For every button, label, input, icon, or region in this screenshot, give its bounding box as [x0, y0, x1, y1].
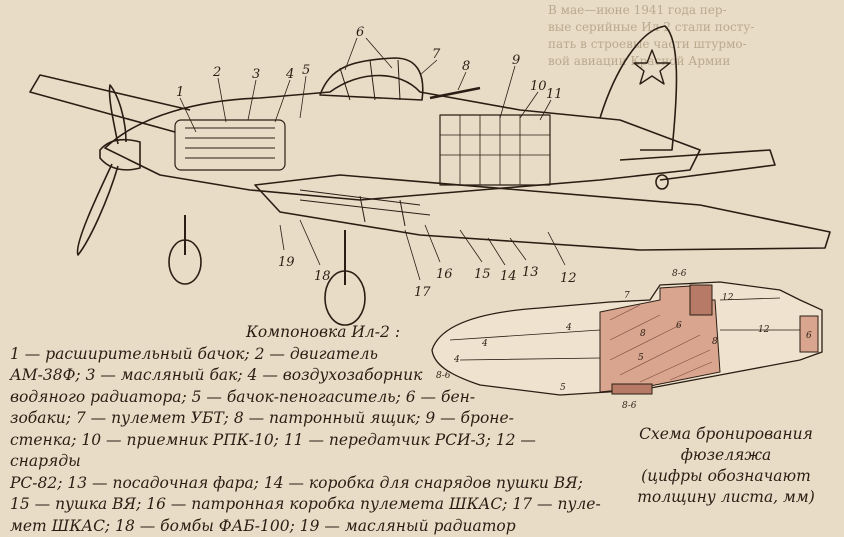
- callout-leader-lines: [180, 38, 565, 280]
- background-text-line: В мае—июне 1941 года пер-: [548, 2, 754, 19]
- callout-17: 17: [414, 285, 431, 300]
- near-wing: [255, 175, 830, 250]
- ubt-machine-gun: [430, 88, 480, 98]
- scheme-armor-block: [690, 285, 712, 315]
- scheme-label: 7: [624, 291, 630, 301]
- caption-title: Компоновка Ил-2 :: [10, 322, 606, 344]
- vertical-tail: [600, 26, 676, 150]
- callout-4: 4: [285, 67, 294, 82]
- background-text-line: вые серийные Ил-2 стали посту-: [548, 19, 754, 36]
- callout-6: 6: [356, 25, 364, 40]
- callout-1: 1: [176, 85, 184, 100]
- caption-line: 1 — расширительный бачок; 2 — двигатель: [10, 344, 606, 366]
- scheme-caption: [612, 424, 840, 508]
- callout-8: 8: [462, 59, 470, 74]
- scheme-label: 8-6: [622, 401, 637, 411]
- callout-3: 3: [252, 67, 260, 82]
- scheme-label: 8-6: [436, 371, 451, 381]
- scheme-label: 12: [722, 293, 734, 303]
- scheme-label: 6: [806, 331, 812, 341]
- callout-14: 14: [500, 269, 517, 284]
- callout-12: 12: [560, 271, 577, 286]
- caption-line: стенка; 10 — приемник РПК-10; 11 — передатчик РСИ-3; 12 — снаряды: [10, 430, 606, 473]
- caption-line: 15 — пушка ВЯ; 16 — патронная коробка пулемета ШКАС; 17 — пуле-: [10, 494, 606, 516]
- scheme-label: 8: [712, 337, 718, 347]
- scheme-caption-line: толщину листа, мм): [612, 487, 840, 508]
- caption-line: АМ-38Ф; 3 — масляный бак; 4 — воздухозаборник: [10, 365, 606, 387]
- callout-9: 9: [512, 53, 520, 68]
- tail-wheel: [656, 175, 668, 189]
- red-star: [634, 50, 670, 84]
- caption-line: РС-82; 13 — посадочная фара; 14 — коробка для снарядов пушки ВЯ;: [10, 473, 606, 495]
- caption-line: зобаки; 7 — пулемет УБТ; 8 — патронный ящик; 9 — броне-: [10, 408, 606, 430]
- scheme-label: 4: [565, 323, 572, 333]
- scheme-label: 6: [676, 321, 682, 331]
- scheme-label: 4: [481, 339, 488, 349]
- callout-2: 2: [212, 65, 221, 80]
- scheme-caption-line: (цифры обозначают: [612, 466, 840, 487]
- caption-line: мет ШКАС; 18 — бомбы ФАБ-100; 19 — масляный радиатор: [10, 516, 606, 537]
- callout-5: 5: [302, 63, 310, 78]
- scheme-caption-line: Схема бронирования: [612, 424, 840, 445]
- background-text-line: пать в строевые части штурмо-: [548, 36, 754, 53]
- background-text-line: вой авиации Красной Армии: [548, 53, 754, 70]
- scheme-label: 5: [638, 353, 644, 363]
- scheme-label: 12: [758, 325, 770, 335]
- scheme-label: 8-6: [672, 269, 687, 279]
- callout-7: 7: [432, 47, 441, 62]
- callout-11: 11: [546, 87, 563, 102]
- scheme-label: 4: [453, 355, 460, 365]
- scheme-caption-line: фюзеляжа: [612, 445, 840, 466]
- callout-19: 19: [278, 255, 295, 270]
- radio-bay: [440, 115, 550, 185]
- callout-13: 13: [522, 265, 539, 280]
- propeller-blade-lower: [78, 164, 118, 255]
- engine-cylinders: [185, 128, 275, 158]
- scheme-label: 5: [560, 383, 566, 393]
- caption-line: водяного радиатора; 5 — бачок-пеногаситель; 6 — бен-: [10, 387, 606, 409]
- callout-10: 10: [530, 79, 547, 94]
- canopy: [320, 58, 423, 100]
- callout-16: 16: [436, 267, 453, 282]
- engine-block: [175, 120, 285, 170]
- scheme-label: 8: [640, 329, 646, 339]
- radio-bay-grid: [440, 115, 550, 185]
- figure-caption: [10, 322, 606, 537]
- callout-18: 18: [314, 269, 331, 284]
- scheme-armor-bottom: [612, 384, 652, 394]
- callout-15: 15: [474, 267, 491, 282]
